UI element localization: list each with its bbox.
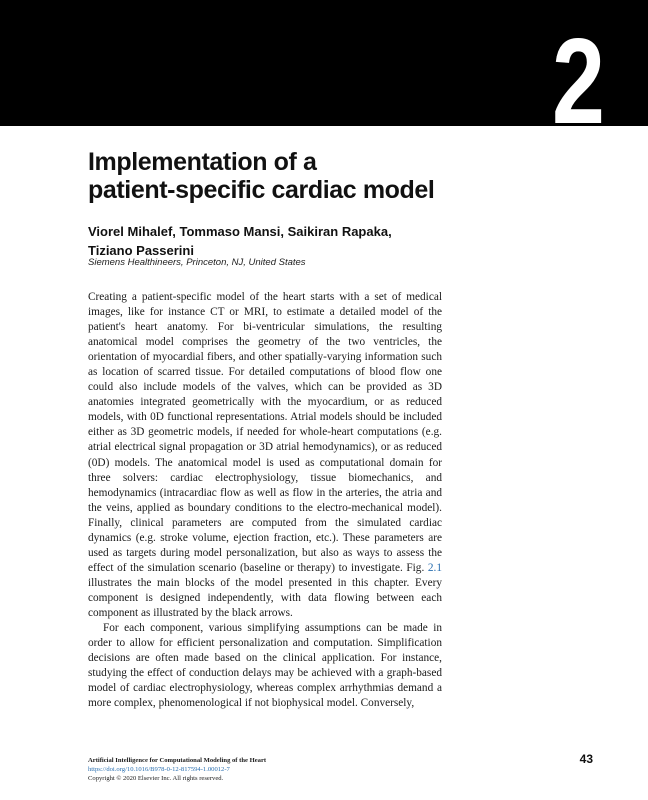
page-footer xyxy=(88,756,558,783)
footer-copyright: Copyright © 2020 Elsevier Inc. All rights reserved. xyxy=(88,775,224,782)
footer-doi-link[interactable]: https://doi.org/10.1016/B978-0-12-817594-1.00012-7 xyxy=(88,766,230,773)
page-number: 43 xyxy=(579,752,593,766)
author-line-1: Viorel Mihalef, Tommaso Mansi, Saikiran Rapaka, xyxy=(88,224,392,239)
author-list xyxy=(88,222,548,260)
chapter-banner xyxy=(0,0,648,149)
chapter-title xyxy=(88,148,548,204)
author-affiliation: Siemens Healthineers, Princeton, NJ, United States xyxy=(88,257,306,268)
footer-book-title: Artificial Intelligence for Computational Modeling of the Heart xyxy=(88,757,267,764)
chapter-title-line-1: Implementation of a xyxy=(88,148,317,176)
paragraph-1-text-b: illustrates the main blocks of the model presented in this chapter. Every component is designed independently, with data flowing between each component as illustrated by the black arrows. xyxy=(88,576,442,619)
chapter-title-line-2: patient-specific cardiac model xyxy=(88,176,435,204)
body-paragraph-2: For each component, various simplifying assumptions can be made in order to allow for efficient personalization and computation. Simplification decisions are often made based on the clinical application. For instance, studying the effect of conduction delays may be achieved with a graph-based model of cardiac electrophysiology, whereas complex arrhythmias demand a more complex, phenomenological if not biophysical model. Conversely, xyxy=(88,622,442,710)
figure-reference-link[interactable]: 2.1 xyxy=(427,561,442,574)
chapter-number: 2 xyxy=(552,13,602,149)
chapter-body xyxy=(88,290,442,711)
paragraph-1-text-a: Creating a patient-specific model of the heart starts with a set of medical images, like for instance CT or MRI, to estimate a detailed model of the patient's heart anatomy. For bi-ventricular simulations, the resulting anatomical model comprises the geometry of the two ventricles, the orientation of myocardial fibers, and other spatially-varying information such as location of scarred tissue. For detailed computations of blood flow one could also include models of the valves, which can be provided as 3D anatomies integrated geometrically with the myocardium, or as reduced models, with 0D functional representations. Atrial models should be included either as 3D geometric models, if needed for whole-heart computations (e.g. atrial electrical signal propagation or 3D atrial hemodynamics), or as reduced (0D) models. The anatomical model is used as computational domain for three solvers: cardiac electrophysiology, tissue biomechanics, and hemodynamics (intracardiac flow as well as flow in the arteries, the atria and the veins, applied as boundary conditions to the electro-mechanical model). Finally, clinical parameters are computed from the simulated cardiac dynamics (e.g. stroke volume, ejection fraction, etc.). These parameters are used as targets during model personalization, but also as ways to assess the effect of the simulation scenario (baseline or therapy) to investigate. Fig. xyxy=(88,291,442,574)
body-paragraph-1 xyxy=(88,290,442,621)
author-line-2: Tiziano Passerini xyxy=(88,243,194,258)
